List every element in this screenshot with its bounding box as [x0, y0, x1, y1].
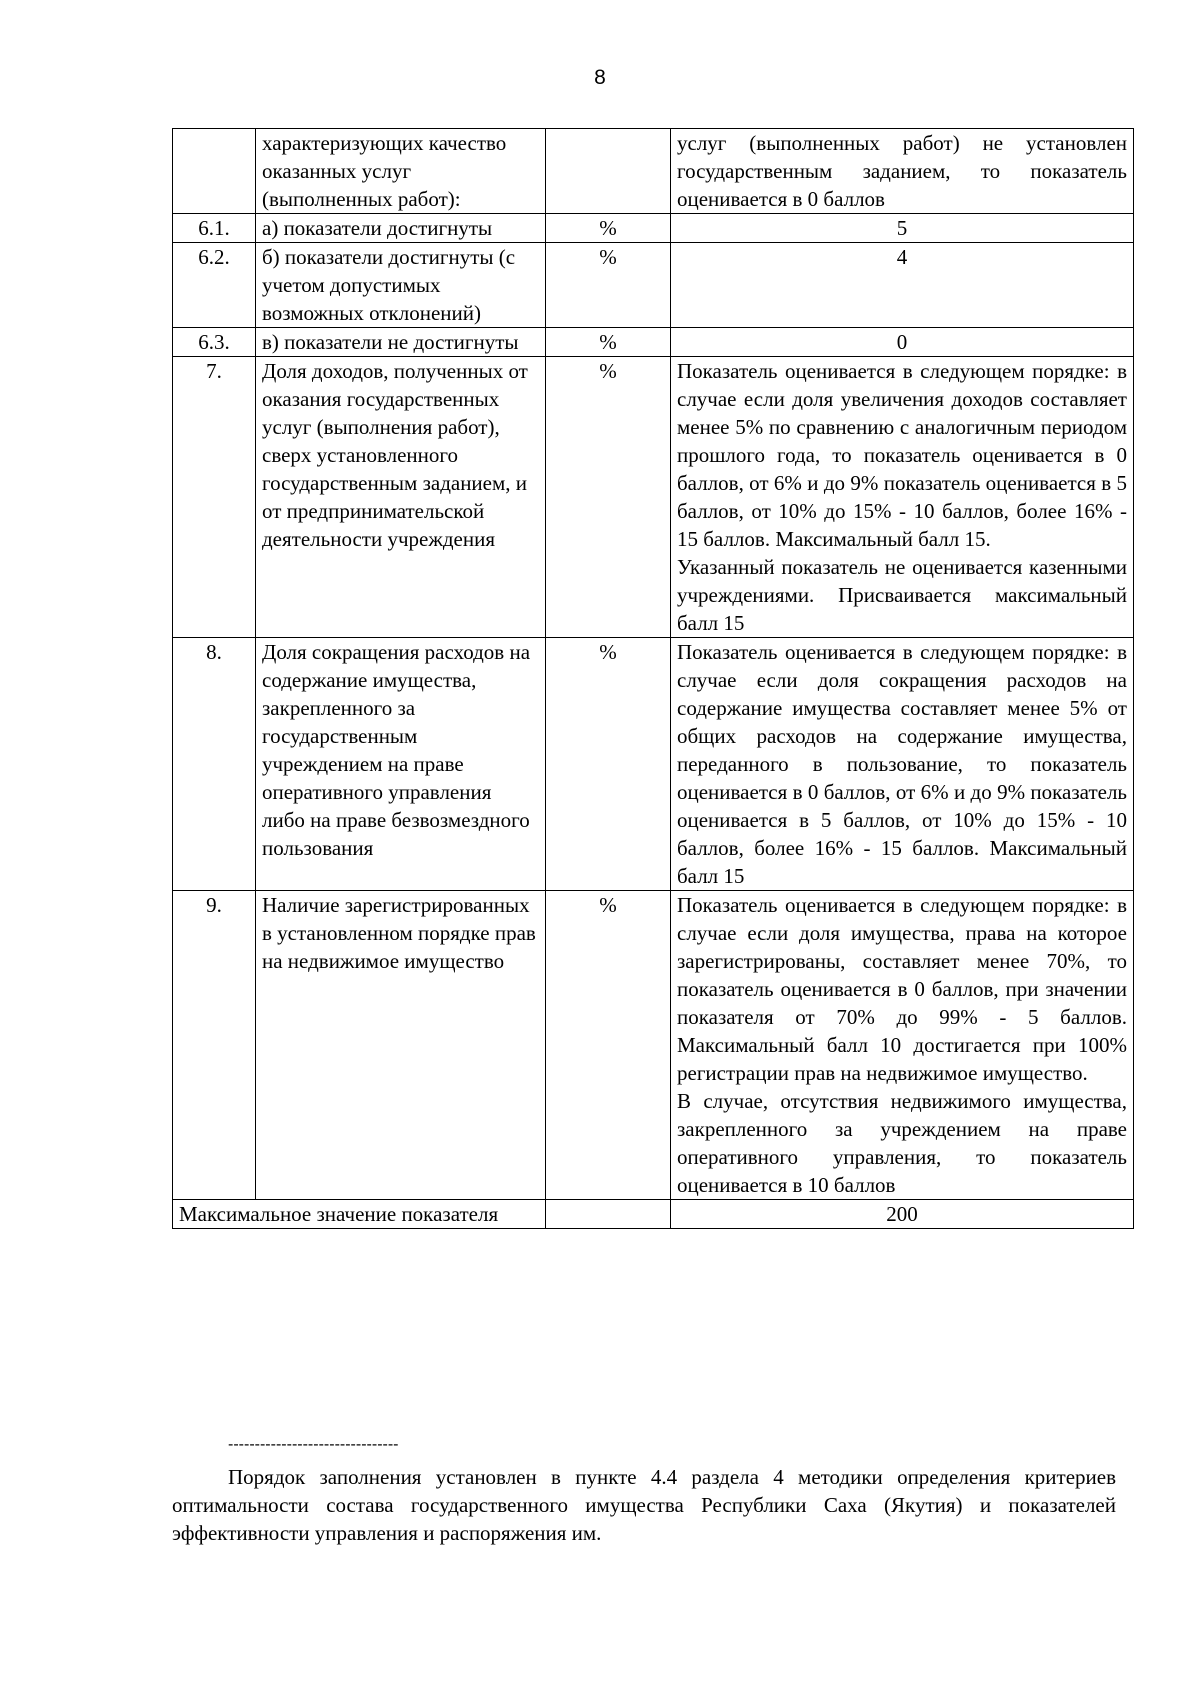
unit-cell: % — [546, 891, 671, 1200]
row-number — [173, 129, 256, 214]
indicator-name: а) показатели достигнуты — [256, 214, 546, 243]
indicator-name: в) показатели не достигнуты — [256, 328, 546, 357]
row-number: 6.1. — [173, 214, 256, 243]
row-number: 9. — [173, 891, 256, 1200]
table-row-continuation — [173, 129, 1134, 214]
row-number: 8. — [173, 638, 256, 891]
description-paragraph: Показатель оценивается в следующем порядке: в случае если доля увеличения доходов составляет менее 5% по сравнению с аналогичным периодом прошлого года, то показатель оценивается в 0 баллов, от 6% и до 9% показатель оценивается в 5 баллов, от 10% до 15% - 10 баллов, более 16% - 15 баллов. Максимальный балл 15. — [677, 359, 1127, 551]
indicator-name: Наличие зарегистрированных в установленном порядке прав на недвижимое имущество — [256, 891, 546, 1200]
indicators-table — [172, 128, 1134, 1229]
evaluation-description — [671, 357, 1134, 638]
table-row-6-3 — [173, 328, 1134, 357]
unit-cell — [546, 1200, 671, 1229]
description-paragraph: В случае, отсутствия недвижимого имущества, закрепленного за учреждением на праве оперативного управления, то показатель оценивается в 10 баллов — [677, 1089, 1127, 1197]
description-paragraph: Указанный показатель не оценивается казенными учреждениями. Присваивается максимальный балл 15 — [677, 555, 1127, 635]
table-row-7 — [173, 357, 1134, 638]
unit-cell: % — [546, 243, 671, 328]
description-paragraph: Показатель оценивается в следующем порядке: в случае если доля имущества, права на которое зарегистрированы, составляет менее 70%, то показатель оценивается в 0 баллов, при значении показателя от 70% до 99% - 5 баллов. Максимальный балл 10 достигается при 100% регистрации прав на недвижимое имущество. — [677, 893, 1127, 1085]
footnote-separator: -------------------------------- — [228, 1436, 399, 1453]
table-row-8 — [173, 638, 1134, 891]
indicator-name: Доля сокращения расходов на содержание имущества, закрепленного за государственным учреждением на праве оперативного управления либо на праве безвозмездного пользования — [256, 638, 546, 891]
indicator-name: Доля доходов, полученных от оказания государственных услуг (выполнения работ), сверх установленного государственным заданием, и от предпринимательской деятельности учреждения — [256, 357, 546, 638]
table-row-total — [173, 1200, 1134, 1229]
page-number: 8 — [594, 66, 606, 89]
indicator-name: б) показатели достигнуты (с учетом допустимых возможных отклонений) — [256, 243, 546, 328]
score-cell: 5 — [671, 214, 1134, 243]
unit-cell: % — [546, 328, 671, 357]
unit-cell: % — [546, 214, 671, 243]
row-number: 7. — [173, 357, 256, 638]
footnote-text: Порядок заполнения установлен в пункте 4.4 раздела 4 методики определения критериев оптимальности состава государственного имущества Республики Саха (Якутия) и показателей эффективности управления и распоряжения им. — [172, 1465, 1116, 1545]
evaluation-description — [671, 891, 1134, 1200]
evaluation-description: Показатель оценивается в следующем порядке: в случае если доля сокращения расходов на содержание имущества составляет менее 5% от общих расходов на содержание имущества, переданного в пользование, то показатель оценивается в 0 баллов, от 6% и до 9% показатель оценивается в 5 баллов, от 10% до 15% - 10 баллов, более 16% - 15 баллов. Максимальный балл 15 — [671, 638, 1134, 891]
total-label: Максимальное значение показателя — [173, 1200, 546, 1229]
table-row-6-2 — [173, 243, 1134, 328]
table-row-6-1 — [173, 214, 1134, 243]
unit-cell: % — [546, 638, 671, 891]
total-value: 200 — [671, 1200, 1134, 1229]
score-cell: 4 — [671, 243, 1134, 328]
indicator-name: характеризующих качество оказанных услуг (выполненных работ): — [256, 129, 546, 214]
table-row-9 — [173, 891, 1134, 1200]
score-cell: 0 — [671, 328, 1134, 357]
unit-cell — [546, 129, 671, 214]
row-number: 6.3. — [173, 328, 256, 357]
unit-cell: % — [546, 357, 671, 638]
evaluation-description: услуг (выполненных работ) не установлен государственным заданием, то показатель оценивается в 0 баллов — [671, 129, 1134, 214]
row-number: 6.2. — [173, 243, 256, 328]
